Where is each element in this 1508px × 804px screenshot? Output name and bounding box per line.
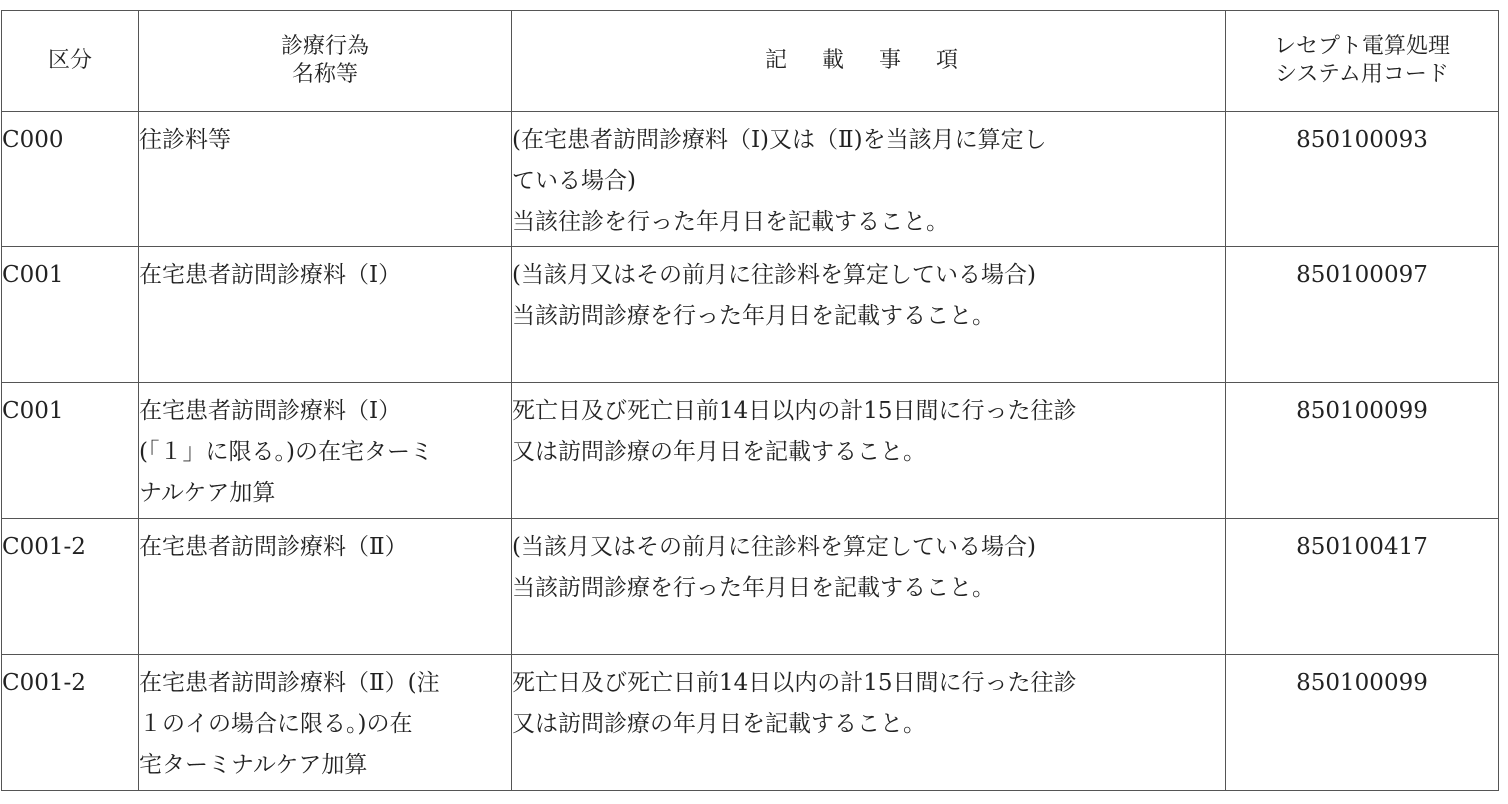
table-row <box>2 112 1499 247</box>
row-desc-line: 死亡日及び死亡日前14日以内の計15日間に行った往診 <box>512 670 1077 696</box>
table-header-row <box>2 11 1499 112</box>
row-kubun: C001-2 <box>2 519 139 655</box>
row-desc <box>512 247 1226 383</box>
row-name-line: １のイの場合に限る。)の在 <box>139 711 413 737</box>
row-name <box>139 112 512 247</box>
row-kubun: C001 <box>2 247 139 383</box>
receipt-rules-table <box>1 10 1499 791</box>
row-name-line: ナルケア加算 <box>139 480 276 506</box>
row-desc-line: 又は訪問診療の年月日を記載すること。 <box>512 711 926 737</box>
table-row <box>2 383 1499 519</box>
row-name-line: 宅ターミナルケア加算 <box>139 752 368 778</box>
header-code <box>1226 11 1499 112</box>
row-desc-line: ている場合) <box>512 168 636 194</box>
header-name-line2: 名称等 <box>291 62 358 87</box>
row-name <box>139 383 512 519</box>
row-kubun: C001-2 <box>2 655 139 791</box>
row-desc <box>512 383 1226 519</box>
header-desc: 記 載 事 項 <box>512 11 1226 112</box>
row-code: 850100417 <box>1226 519 1499 655</box>
header-name-line1: 診療行為 <box>280 34 369 59</box>
row-name-line: 在宅患者訪問診療料（Ⅰ） <box>139 398 402 424</box>
row-name <box>139 655 512 791</box>
row-desc-line: (在宅患者訪問診療料（Ⅰ)又は（Ⅱ)を当該月に算定し <box>512 127 1047 153</box>
row-code: 850100099 <box>1226 655 1499 791</box>
row-desc <box>512 112 1226 247</box>
header-kubun: 区分 <box>2 11 139 112</box>
row-desc-line: 当該訪問診療を行った年月日を記載すること。 <box>512 303 995 329</box>
table-row <box>2 519 1499 655</box>
row-desc-line: (当該月又はその前月に往診料を算定している場合) <box>512 534 1036 560</box>
header-code-line2: システム用コード <box>1275 62 1449 87</box>
row-name <box>139 247 512 383</box>
row-name-line: 在宅患者訪問診療料（Ⅱ）(注 <box>139 670 440 696</box>
row-name <box>139 519 512 655</box>
row-desc <box>512 519 1226 655</box>
row-desc-line: 又は訪問診療の年月日を記載すること。 <box>512 439 926 465</box>
row-name-line: 在宅患者訪問診療料（Ⅰ） <box>139 262 402 288</box>
row-desc-line: (当該月又はその前月に往診料を算定している場合) <box>512 262 1036 288</box>
row-name-line: (「１」に限る。)の在宅ターミ <box>139 439 433 465</box>
header-code-line1: レセプト電算処理 <box>1273 34 1450 59</box>
row-kubun: C001 <box>2 383 139 519</box>
row-desc-line: 当該訪問診療を行った年月日を記載すること。 <box>512 575 995 601</box>
row-kubun: C000 <box>2 112 139 247</box>
row-name-line: 在宅患者訪問診療料（Ⅱ） <box>139 534 408 560</box>
row-code: 850100097 <box>1226 247 1499 383</box>
row-name-line: 往診料等 <box>139 127 231 153</box>
header-name <box>139 11 512 112</box>
row-desc-line: 当該往診を行った年月日を記載すること。 <box>512 209 949 235</box>
table-row <box>2 655 1499 791</box>
table-row <box>2 247 1499 383</box>
row-desc-line: 死亡日及び死亡日前14日以内の計15日間に行った往診 <box>512 398 1077 424</box>
row-desc <box>512 655 1226 791</box>
row-code: 850100093 <box>1226 112 1499 247</box>
row-code: 850100099 <box>1226 383 1499 519</box>
